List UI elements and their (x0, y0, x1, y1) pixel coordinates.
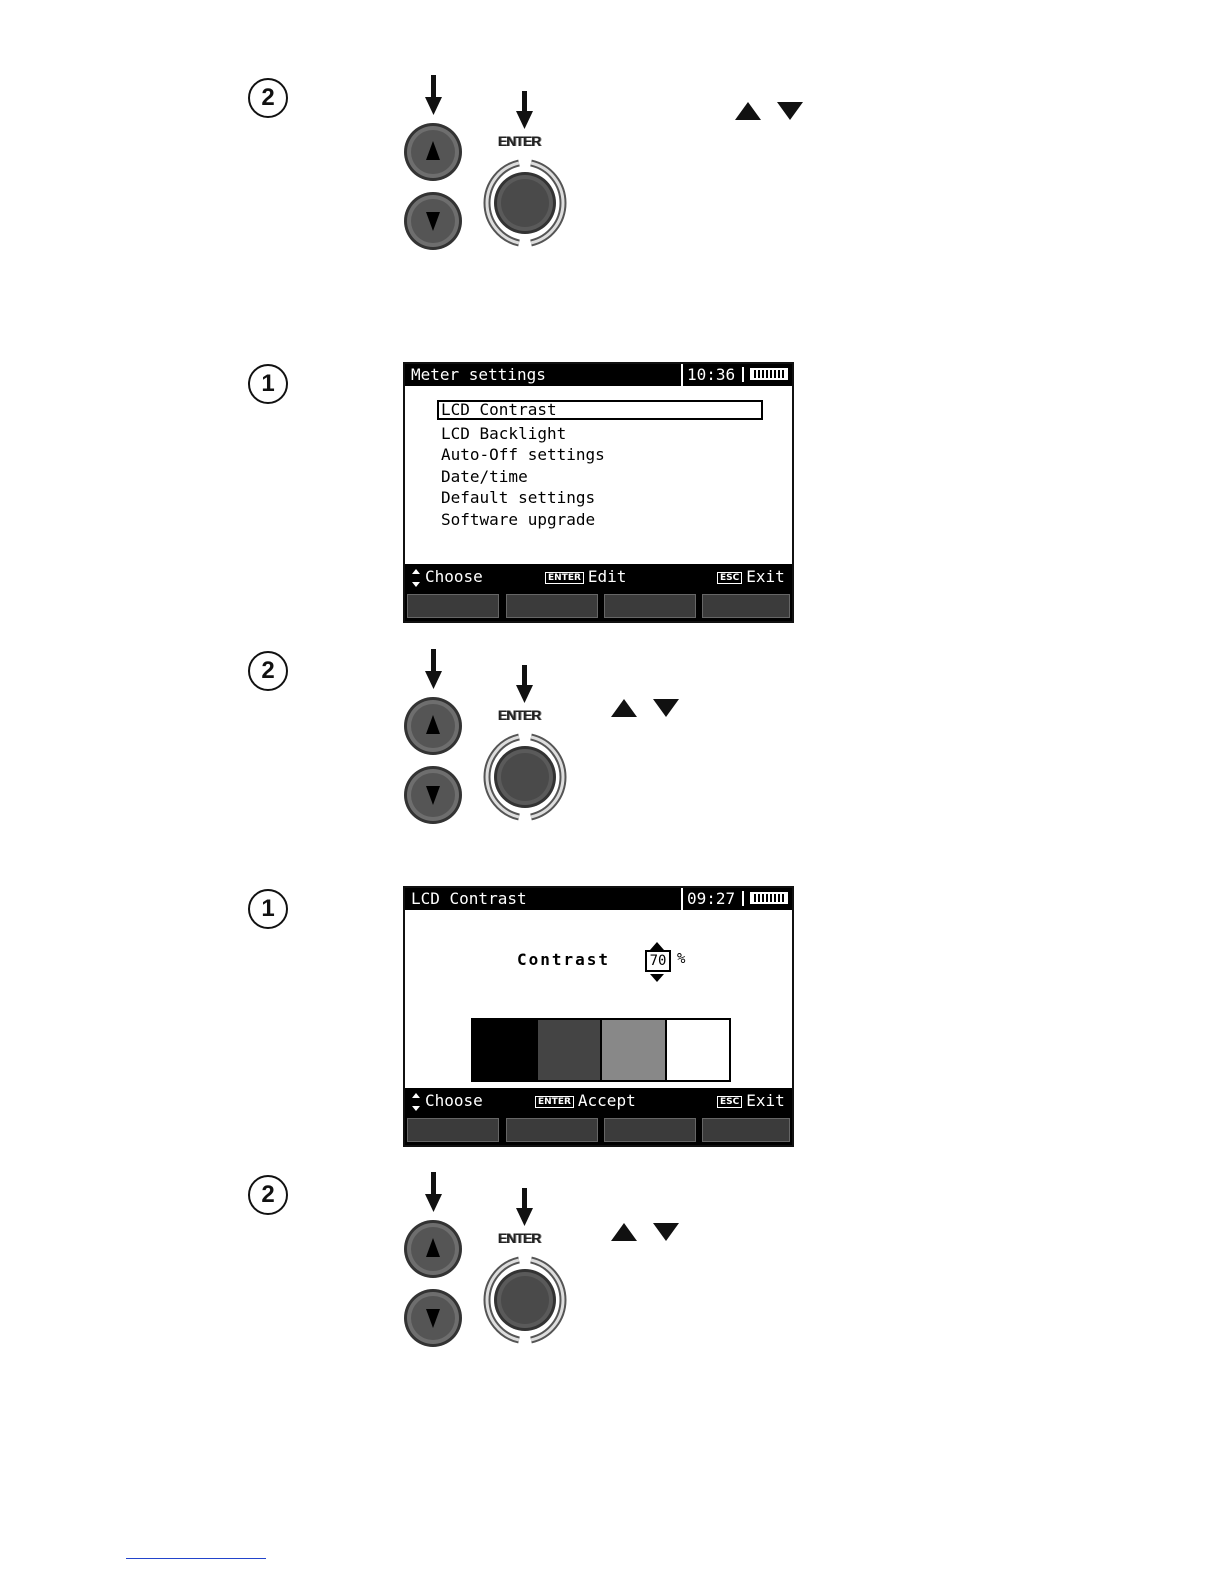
footer-esc-action: Exit (746, 1091, 785, 1110)
buttons-illustration (395, 1172, 575, 1352)
press-down-arrow-icon (516, 91, 533, 129)
up-down-arrows-icon (411, 568, 421, 588)
enter-label: ENTER (497, 133, 541, 149)
down-arrow-button-icon (404, 192, 462, 250)
footer-choose-label: Choose (425, 567, 483, 586)
softkey[interactable] (407, 1118, 499, 1142)
step-number: 1 (248, 889, 288, 929)
footnote-divider (126, 1558, 266, 1559)
footer-esc (717, 564, 785, 589)
softkey[interactable] (702, 1118, 790, 1142)
lcd-screen-meter-settings (403, 362, 794, 623)
triangle-pair (609, 697, 681, 719)
press-down-arrow-icon (425, 1172, 442, 1212)
menu-item-lcd-contrast[interactable]: LCD Contrast (439, 402, 761, 418)
up-arrow-button-icon (404, 1220, 462, 1278)
swatch-white (667, 1020, 730, 1080)
lcd-footer (405, 1088, 792, 1145)
enter-label: ENTER (497, 707, 541, 723)
menu-item-default-settings[interactable]: Default settings (441, 488, 596, 508)
decrease-arrow-icon[interactable] (650, 974, 664, 982)
screen-title: LCD Contrast (411, 889, 527, 908)
screen-title: Meter settings (411, 365, 546, 384)
lcd-footer (405, 564, 792, 621)
buttons-illustration (395, 649, 575, 829)
press-down-arrow-icon (425, 75, 442, 115)
footer-esc-action: Exit (746, 567, 785, 586)
enter-knob-icon (487, 1260, 563, 1340)
triangle-pair (609, 1221, 681, 1243)
softkey[interactable] (604, 594, 696, 618)
enter-label: ENTER (497, 1230, 541, 1246)
triangle-down-icon (653, 699, 679, 717)
softkey[interactable] (506, 1118, 598, 1142)
triangle-up-icon (735, 102, 761, 120)
menu-item-lcd-backlight[interactable]: LCD Backlight (441, 424, 567, 443)
button-group (395, 1172, 575, 1352)
footer-choose (411, 564, 483, 589)
menu-item-software-upgrade[interactable]: Software upgrade (441, 509, 596, 529)
step-number: 2 (248, 651, 288, 691)
esc-key-badge: ESC (717, 572, 742, 584)
battery-icon (742, 367, 792, 382)
triangle-up-icon (611, 699, 637, 717)
footer-enter-action: Edit (587, 567, 627, 586)
battery-icon (742, 891, 792, 906)
enter-key-badge: ENTER (545, 572, 584, 584)
menu-item-date-time[interactable]: Date/time (441, 466, 528, 486)
lcd-screen-contrast (403, 886, 794, 1147)
settings-menu (439, 402, 761, 530)
press-down-arrow-icon (516, 1188, 533, 1226)
button-group (395, 75, 575, 255)
up-arrow-button-icon (404, 123, 462, 181)
lcd-title-bar (405, 364, 792, 386)
enter-key-badge: ENTER (535, 1096, 574, 1108)
contrast-swatches (471, 1018, 731, 1082)
footer-enter (545, 564, 626, 589)
esc-key-badge: ESC (717, 1096, 742, 1108)
swatch-dark-gray (538, 1020, 603, 1080)
increase-arrow-icon[interactable] (650, 942, 664, 950)
contrast-value[interactable]: 70 (645, 950, 671, 972)
softkey-row (407, 1118, 790, 1142)
press-down-arrow-icon (516, 665, 533, 703)
lcd-title-bar (405, 888, 792, 910)
softkey[interactable] (604, 1118, 696, 1142)
up-down-arrows-icon (411, 1092, 421, 1112)
triangle-down-icon (653, 1223, 679, 1241)
footer-enter (535, 1088, 636, 1113)
button-group (395, 649, 575, 829)
swatch-black (473, 1020, 538, 1080)
step-number: 2 (248, 78, 288, 118)
triangle-up-icon (611, 1223, 637, 1241)
softkey[interactable] (702, 594, 790, 618)
triangle-down-icon (777, 102, 803, 120)
menu-item-auto-off[interactable]: Auto-Off settings (441, 445, 605, 465)
swatch-light-gray (602, 1020, 667, 1080)
down-arrow-button-icon (404, 766, 462, 824)
enter-knob-icon (487, 163, 563, 243)
up-arrow-button-icon (404, 697, 462, 755)
contrast-unit: % (677, 951, 686, 967)
footer-choose-label: Choose (425, 1091, 483, 1110)
clock-time: 10:36 (681, 364, 739, 386)
contrast-label: Contrast (517, 950, 611, 969)
step-number: 2 (248, 1175, 288, 1215)
clock-time: 09:27 (681, 888, 739, 910)
press-down-arrow-icon (425, 649, 442, 689)
softkey[interactable] (407, 594, 499, 618)
down-arrow-button-icon (404, 1289, 462, 1347)
softkey[interactable] (506, 594, 598, 618)
triangle-pair (733, 100, 805, 122)
buttons-illustration (395, 75, 575, 255)
footer-esc (717, 1088, 785, 1113)
enter-knob-icon (487, 737, 563, 817)
footer-enter-action: Accept (577, 1091, 636, 1110)
footer-choose (411, 1088, 483, 1113)
step-number: 1 (248, 364, 288, 404)
softkey-row (407, 594, 790, 618)
